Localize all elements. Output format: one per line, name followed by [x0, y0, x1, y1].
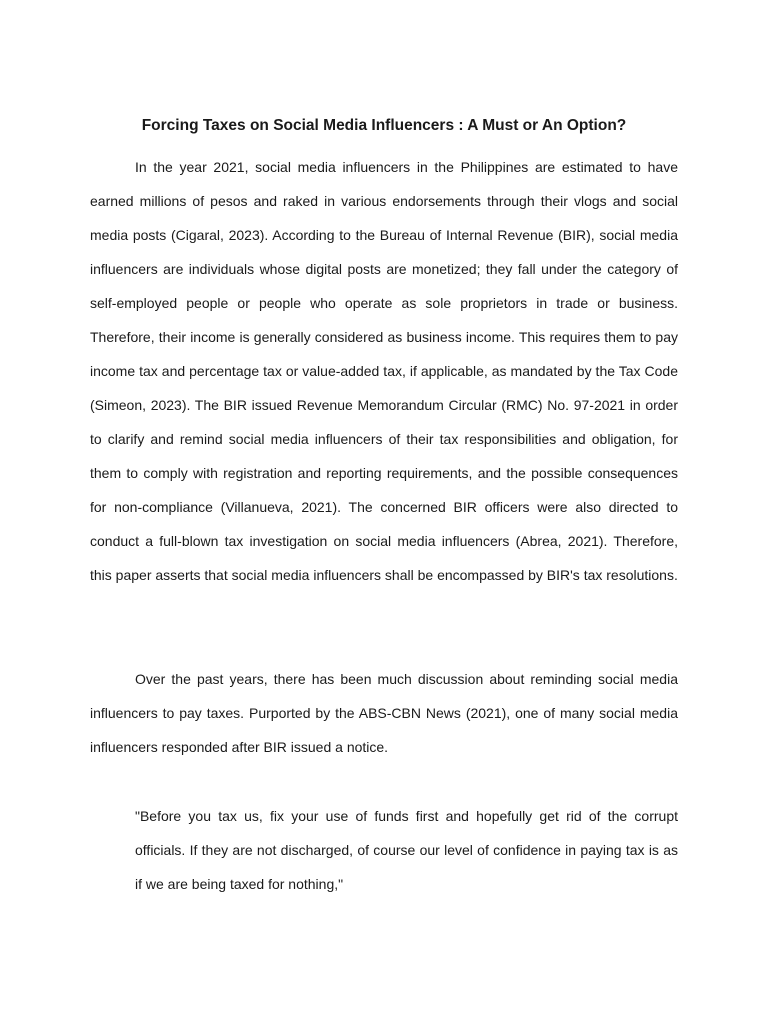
paragraph-discussion: Over the past years, there has been much discussion about reminding social media influencers to pay taxes. Purported by the ABS-CBN News (2021), one of many social media influencers responded after BIR issued a notice.	[90, 671, 678, 755]
block-quote: "Before you tax us, fix your use of funds first and hopefully get rid of the corrupt officials. If they are not discharged, of course our level of confidence in paying tax is as if we are being taxed for nothing,"	[135, 808, 678, 892]
paragraph-intro: In the year 2021, social media influencers in the Philippines are estimated to have earned millions of pesos and raked in various endorsements through their vlogs and social media posts (Cigaral, 2023). According to the Bureau of Internal Revenue (BIR), social media influencers are individuals whose digital posts are monetized; they fall under the category of self-employed people or people who operate as sole proprietors in trade or business. Therefore, their income is generally considered as business income. This requires them to pay income tax and percentage tax or value-added tax, if applicable, as mandated by the Tax Code (Simeon, 2023). The BIR issued Revenue Memorandum Circular (RMC) No. 97-2021 in order to clarify and remind social media influencers of their tax responsibilities and obligation, for them to comply with registration and reporting requirements, and the possible consequences for non-compliance (Villanueva, 2021). The concerned BIR officers were also directed to conduct a full-blown tax investigation on social media influencers (Abrea, 2021). Therefore, this paper asserts that social media influencers shall be encompassed by BIR's tax resolutions.	[90, 159, 678, 583]
document-title: Forcing Taxes on Social Media Influencers : A Must or An Option?	[141, 117, 627, 134]
